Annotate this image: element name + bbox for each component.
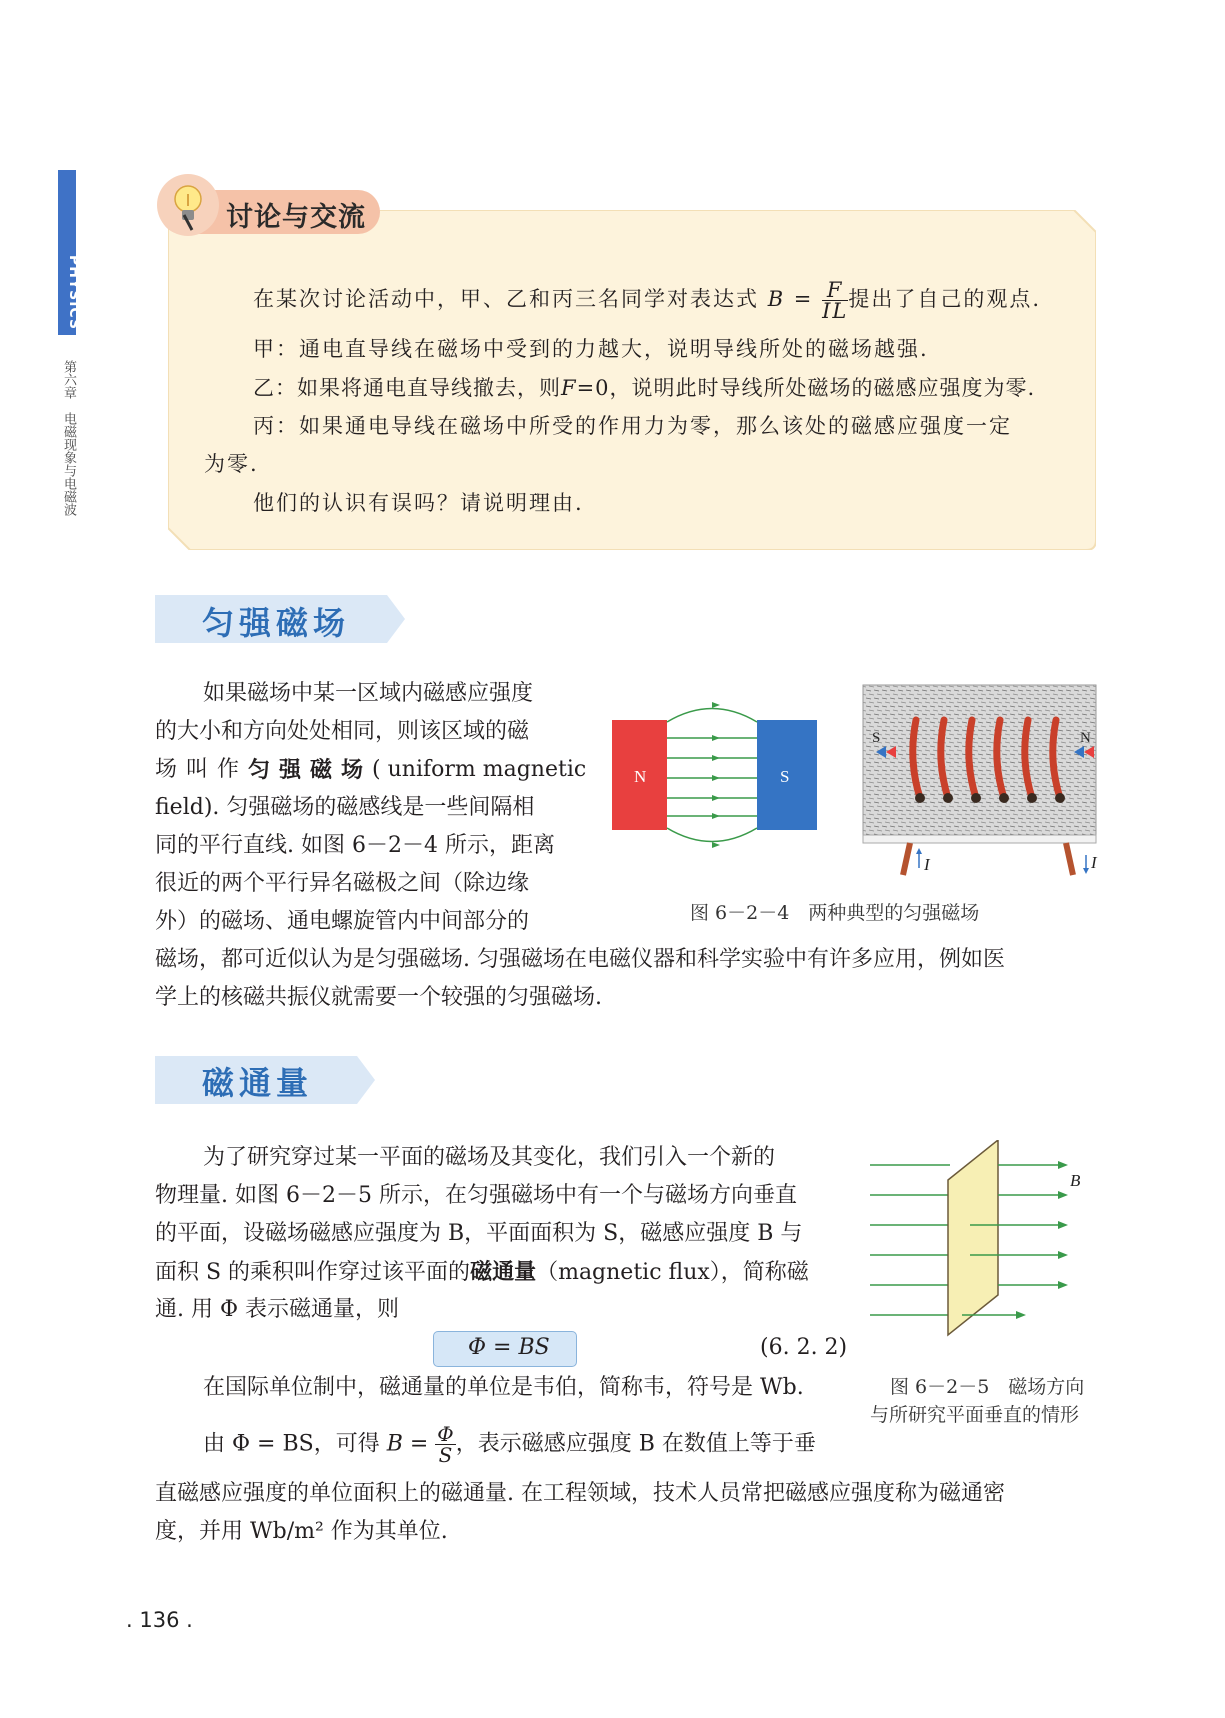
- figure-caption-6-2-5: 图 6－2－5 磁场方向: [890, 1376, 1085, 1398]
- discussion-jia: 甲：通电直导线在磁场中受到的力越大，说明导线所处的磁场越强.: [253, 337, 929, 361]
- figure-caption-6-2-5: 与所研究平面垂直的情形: [870, 1404, 1080, 1426]
- body-line: 通. 用 Φ 表示磁通量，则: [155, 1297, 400, 1322]
- discussion-title: 讨论与交流: [226, 202, 366, 233]
- body-line: 如果磁场中某一区域内磁感应强度: [203, 681, 534, 706]
- formula-phi-bs: Φ = BS: [468, 1335, 550, 1360]
- body-line: 度，并用 Wb/m² 作为其单位.: [155, 1519, 448, 1544]
- figure-caption-6-2-4: 图 6－2－4 两种典型的匀强磁场: [690, 902, 980, 924]
- lightbulb-icon: [155, 172, 221, 238]
- magnet-field-figure: [612, 700, 822, 850]
- coil-n-label: N: [1080, 730, 1091, 746]
- current-label-right: I: [1091, 853, 1097, 872]
- solenoid-photo: [858, 680, 1098, 880]
- discussion-yi: 乙：如果将通电直导线撤去，则F=0，说明此时导线所处磁场的磁感应强度为零.: [253, 376, 1036, 400]
- body-line: 的大小和方向处处相同，则该区域的磁: [155, 719, 530, 744]
- body-line: 的平面，设磁场磁感应强度为 B，平面面积为 S，磁感应强度 B 与: [155, 1221, 803, 1246]
- body-line: 面积 S 的乘积叫作穿过该平面的磁通量（magnetic flux），简称磁: [155, 1259, 809, 1285]
- series-label: PHYSICS: [66, 255, 82, 331]
- body-line: 直磁感应强度的单位面积上的磁通量. 在工程领域，技术人员常把磁感应强度称为磁通密: [155, 1481, 1005, 1506]
- discussion-bing-2: 为零.: [204, 452, 259, 476]
- body-line: 为了研究穿过某一平面的磁场及其变化，我们引入一个新的: [203, 1145, 776, 1170]
- section-title-uniform-field: 匀强磁场: [202, 604, 351, 642]
- chapter-label: 第六章 电磁现象与电磁波: [61, 360, 76, 516]
- body-line: 在国际单位制中，磁通量的单位是韦伯，简称韦，符号是 Wb.: [203, 1375, 804, 1400]
- body-line: 同的平行直线. 如图 6－2－4 所示，距离: [155, 833, 555, 858]
- body-line: 磁场，都可近似认为是匀强磁场. 匀强磁场在电磁仪器和科学实验中有许多应用，例如医: [155, 947, 1005, 972]
- body-line: field). 匀强磁场的磁感线是一些间隔相: [155, 795, 535, 820]
- discussion-intro: 在某次讨论活动中，甲、乙和丙三名同学对表达式 B = $\frac{F}{IL}$ 提出了自己的观点.: [253, 278, 1042, 323]
- magnet-s-label: S: [780, 767, 790, 786]
- flux-plane-figure: [870, 1140, 1100, 1340]
- discussion-question: 他们的认识有误吗？请说明理由.: [253, 491, 584, 515]
- page-number: . 136 .: [126, 1608, 193, 1632]
- formula-number: (6. 2. 2): [760, 1335, 848, 1360]
- current-label-left: I: [924, 855, 930, 874]
- body-line: 学上的核磁共振仪就需要一个较强的匀强磁场.: [155, 985, 602, 1010]
- formula-fraction: $\frac{\Phi}{S}$: [437, 1422, 454, 1467]
- section-title-magnetic-flux: 磁通量: [202, 1064, 314, 1102]
- field-b-label: B: [1070, 1171, 1081, 1190]
- body-line: 很近的两个平行异名磁极之间（除边缘: [155, 871, 530, 896]
- coil-s-label: S: [872, 730, 881, 746]
- magnet-n-label: N: [634, 767, 647, 786]
- formula-fraction: $\frac{F}{IL}$: [822, 278, 849, 323]
- body-line: 物理量. 如图 6－2－5 所示，在匀强磁场中有一个与磁场方向垂直: [155, 1183, 797, 1208]
- body-line-derivation: 由 Φ = BS，可得 B = $\frac{\Phi}{S}$ ，表示磁感应强度 B 在数值上等于垂: [203, 1422, 816, 1467]
- body-line: 外）的磁场、通电螺旋管内中间部分的: [155, 909, 530, 934]
- body-line: 场叫作 匀强磁场 ( uniform magnetic: [155, 757, 587, 783]
- discussion-bing-1: 丙：如果通电导线在磁场中所受的作用力为零，那么该处的磁感应强度一定: [253, 414, 1012, 438]
